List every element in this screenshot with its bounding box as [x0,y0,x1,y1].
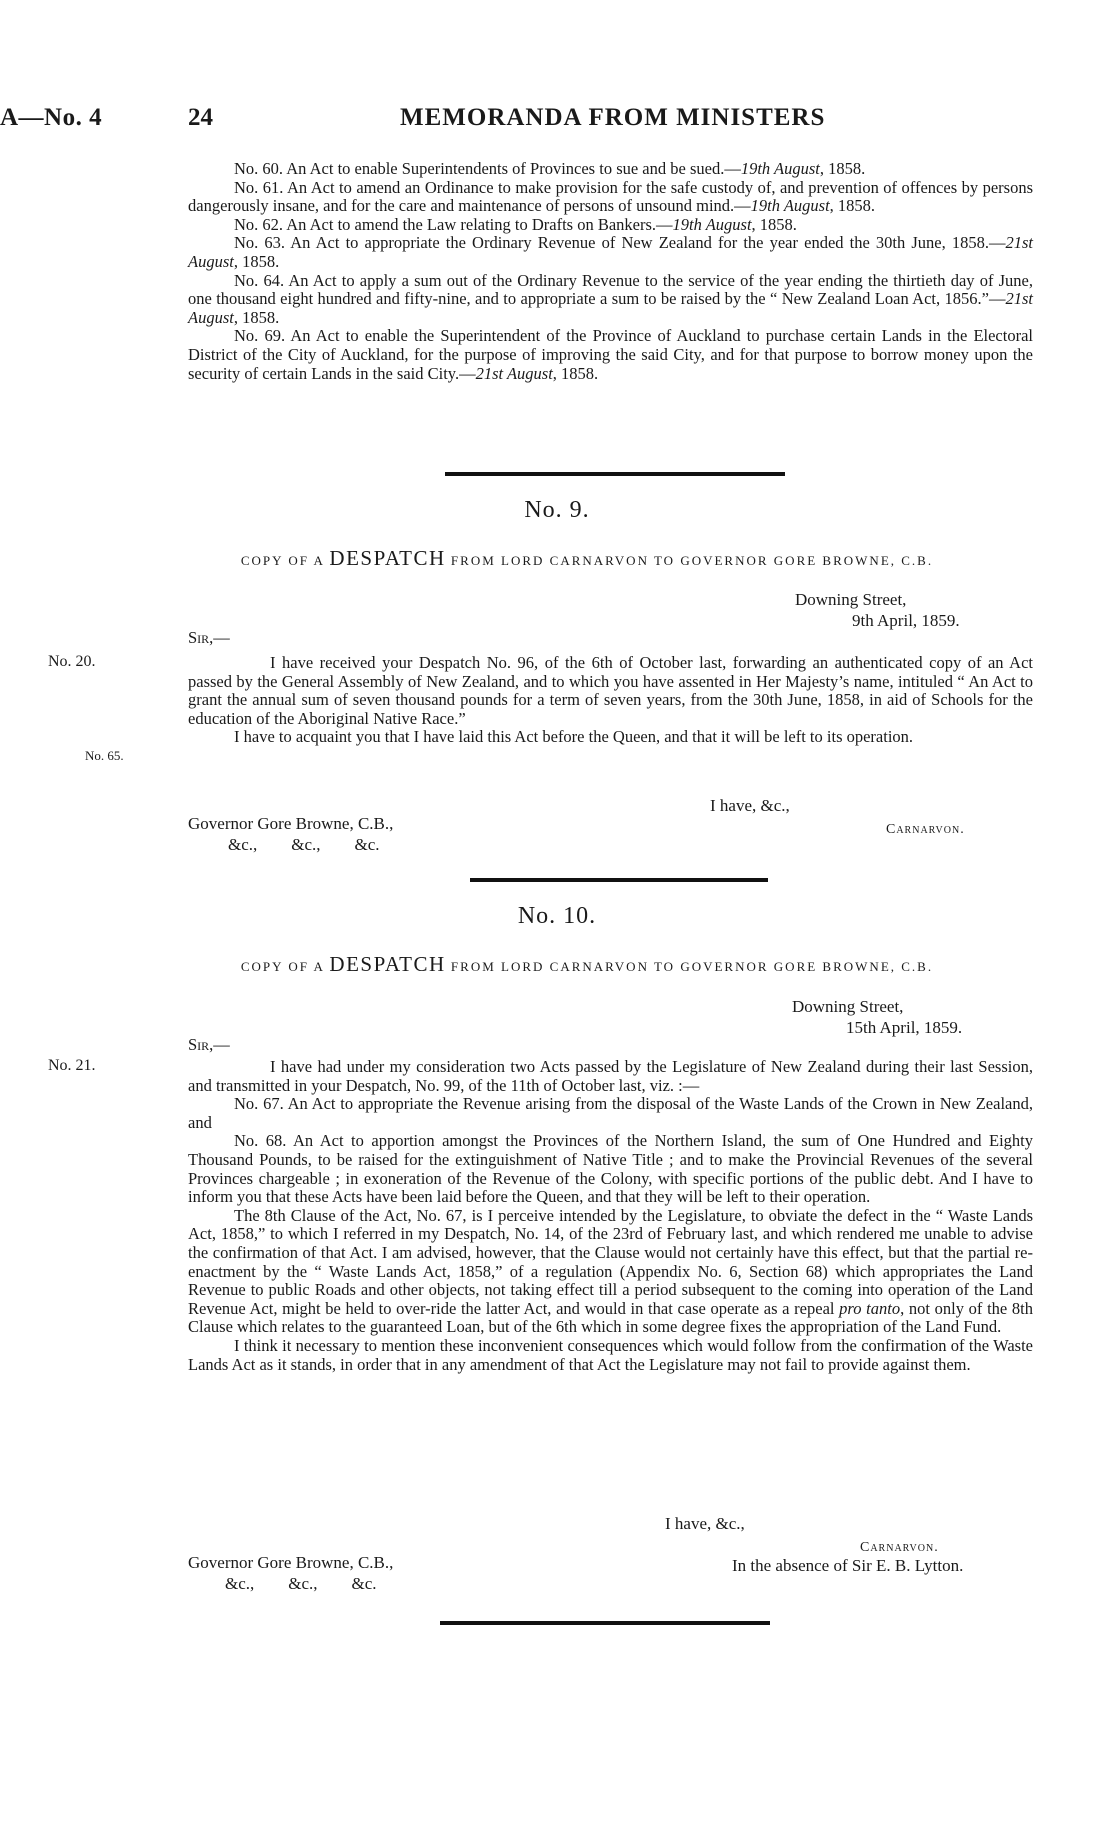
despatch-address: Downing Street, [795,590,907,609]
acts-list [188,160,1033,383]
series-number: A—No. 4 [0,104,103,131]
paragraph: No. 67. An Act to appropriate the Revenue arising from the disposal of the Waste Lands of the Crown in New Zealand, and [188,1094,1033,1132]
page-number: 24 [188,104,213,131]
signature: Carnarvon. [860,1540,939,1555]
signature: Carnarvon. [886,822,965,837]
act-64: No. 64. An Act to apply a sum out of the Ordinary Revenue to the service of the year ending the thirtieth day of June, one thousand eight hundred and fifty-nine, and to appropriate a sum to be raised by the “ New Zealand Loan Act, 1856.”—21st August, 1858. [188,270,1033,327]
paragraph: I have to acquaint you that I have laid this Act before the Queen, and that it will be left to its operation. [234,727,914,747]
despatch-number: No. 10. [517,903,597,929]
despatch-body [188,1058,1033,1374]
act-61: No. 61. An Act to amend an Ordinance to make provision for the safe custody of, and prevention of offences by persons dangerously insane, and for the care and maintenance of persons of unsound mind.—19th August, 1858. [188,177,1033,216]
section-divider [445,472,785,476]
section-divider [470,878,768,882]
margin-reference: No. 21. [48,1057,96,1074]
paragraph: I have received your Despatch No. 96, of the 6th of October last, forwarding an authenticated copy of an Act passed by the General Assembly of New Zealand, and to which you have assented in Her Majesty’s name, intituled “ An Act to grant the annual sum of seven thousand pounds for a term of seven years, from the 30th June, 1858, in aid of Schools for the education of the Aboriginal Native Race.” [188,653,1033,728]
closing: I have, &c., [665,1514,745,1533]
despatch-address: Downing Street, [792,997,904,1016]
paragraph: The 8th Clause of the Act, No. 67, is I perceive intended by the Legislature, to obviate the defect in the “ Waste Lands Act, 1858,” to which I referred in my Despatch, No. 14, of the 23rd of February last, and which rendered me unable to advise the confirmation of that Act. I am advised, however, that the Clause would not certainly have this effect, but that the partial re-enactment by the “ Waste Lands Act, 1858,” of a regulation (Appendix No. 6, Section 68) which appropriates the Land Revenue to public Roads and other objects, not taking effect till a period subsequent to the coming into operation of the Land Revenue Act, might be held to over-ride the latter Act, and would in that case operate as a repeal pro tanto, not only of the 8th Clause which relates to the guaranteed Loan, but of the 6th which in some degree fixes the appropriation of the Land Fund. [188,1205,1034,1337]
addressee: Governor Gore Browne, C.B., [188,814,394,833]
section-divider [440,1621,770,1625]
despatch-body [188,654,1033,747]
paragraph: I have had under my consideration two Acts passed by the Legislature of New Zealand during their last Session, and transmitted in your Despatch, No. 99, of the 11th of October last, viz. :— [188,1057,1033,1095]
signature-note: In the absence of Sir E. B. Lytton. [732,1556,964,1575]
despatch-number: No. 9. [524,497,590,523]
salutation: Sir,— [188,1035,230,1054]
closing: I have, &c., [710,796,790,815]
despatch-subtitle: COPY OF A DESPATCH FROM LORD CARNARVON TO GOVERNOR GORE BROWNE, C.B. [240,952,934,976]
act-62: No. 62. An Act to amend the Law relating to Drafts on Bankers.—19th August, 1858. [234,214,797,234]
margin-reference: No. 65. [85,748,124,763]
margin-reference: No. 20. [48,653,96,670]
addressee-etc: &c., &c., &c. [228,835,380,854]
addressee: Governor Gore Browne, C.B., [188,1553,394,1572]
despatch-subtitle: COPY OF A DESPATCH FROM LORD CARNARVON TO GOVERNOR GORE BROWNE, C.B. [240,546,934,570]
act-63: No. 63. An Act to appropriate the Ordinary Revenue of New Zealand for the year ended the 30th June, 1858.—21st August, 1858. [188,233,1033,271]
addressee-etc: &c., &c., &c. [225,1574,377,1593]
despatch-date: 15th April, 1859. [846,1018,963,1037]
act-69: No. 69. An Act to enable the Superintendent of the Province of Auckland to purchase certain Lands in the Electoral District of the City of Auckland, for the purpose of improving the said City, and for that purpose to borrow money upon the security of certain Lands in the said City.—21st August, 1858. [188,326,1033,383]
paragraph: No. 68. An Act to apportion amongst the Provinces of the Northern Island, the sum of One Hundred and Eighty Thousand Pounds, to be raised for the extinguishment of Native Title ; and to make the Provincial Revenues of the several Provinces chargeable ; in exoneration of the Revenue of the Colony, with specific portions of the public debt. And I have to inform you that these Acts have been laid before the Queen, and that they will be left to their operation. [188,1131,1033,1207]
despatch-date: 9th April, 1859. [852,611,960,630]
salutation: Sir,— [188,628,230,647]
act-60: No. 60. An Act to enable Superintendents of Provinces to sue and be sued.—19th August, 1858. [234,159,866,178]
page-title: MEMORANDA FROM MINISTERS [400,104,826,131]
paragraph: I think it necessary to mention these inconvenient consequences which would follow from the confirmation of the Waste Lands Act as it stands, in order that in any amendment of that Act the Legislature may not fail to provide against them. [188,1335,1033,1374]
